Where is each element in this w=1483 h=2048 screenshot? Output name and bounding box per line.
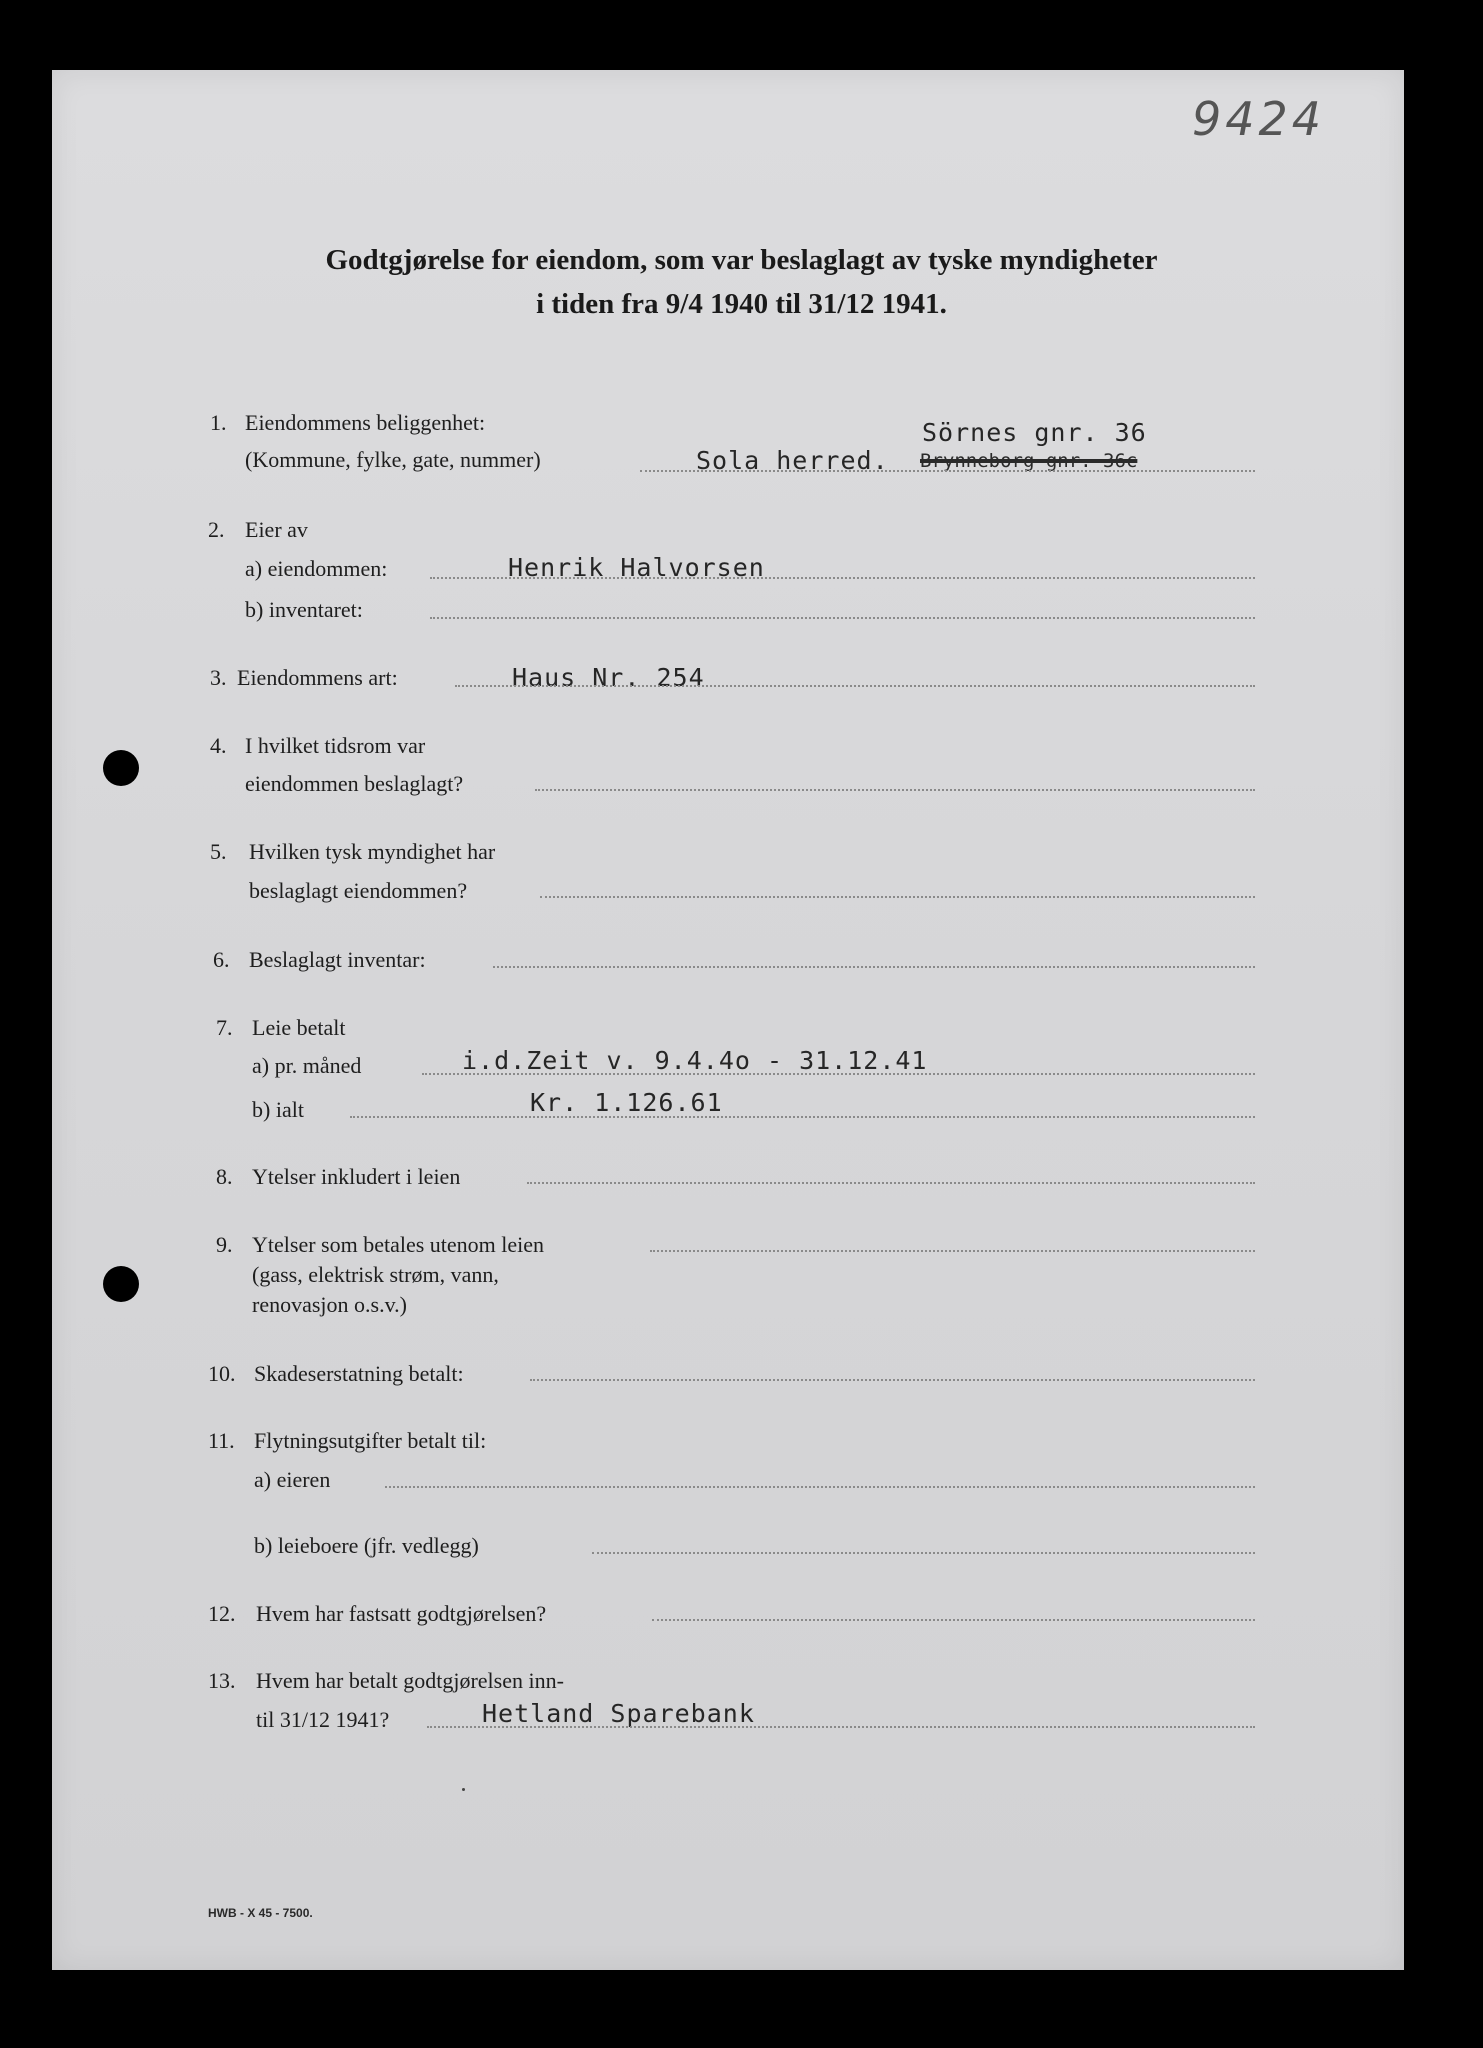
q7b-answer: Kr. 1.126.61 bbox=[530, 1088, 723, 1117]
q11a-label: a) eieren bbox=[254, 1467, 331, 1492]
q11b-label: b) leieboere (jfr. vedlegg) bbox=[254, 1533, 479, 1558]
archive-number: 9424 bbox=[1192, 92, 1326, 146]
q10-answer-line bbox=[530, 1379, 1255, 1381]
q3-answer-line bbox=[455, 685, 1255, 687]
q12-label: Hvem har fastsatt godtgjørelsen? bbox=[256, 1601, 547, 1626]
q1-answer-line bbox=[640, 470, 1255, 472]
q13-label: Hvem har betalt godtgjørelsen inn- bbox=[256, 1668, 564, 1693]
form-title-line1: Godtgjørelse for eiendom, som var beslaglagt av tyske myndigheter bbox=[325, 244, 1158, 276]
q2a-answer-line bbox=[430, 577, 1255, 579]
q5-number: 5. bbox=[210, 839, 227, 864]
q4-answer-line bbox=[535, 789, 1255, 791]
q1-struck-text: Brynneborg gnr. 36c bbox=[920, 450, 1138, 472]
q2b-answer-line bbox=[430, 617, 1255, 619]
q3-answer: Haus Nr. 254 bbox=[512, 663, 705, 692]
q1-answer-line2: Sola herred. bbox=[696, 446, 889, 475]
q8-number: 8. bbox=[216, 1164, 233, 1189]
q9-label: Ytelser som betales utenom leien bbox=[252, 1232, 545, 1257]
q6-answer-line bbox=[493, 966, 1255, 968]
q11-label: Flytningsutgifter betalt til: bbox=[254, 1428, 487, 1453]
q10-label: Skadeserstatning betalt: bbox=[254, 1361, 464, 1386]
q1-sublabel: (Kommune, fylke, gate, nummer) bbox=[245, 447, 541, 472]
q13-number: 13. bbox=[208, 1668, 236, 1693]
q12-number: 12. bbox=[208, 1601, 236, 1626]
q3-label: Eiendommens art: bbox=[237, 665, 398, 690]
q2a-label: a) eiendommen: bbox=[245, 556, 388, 581]
q10-number: 10. bbox=[208, 1361, 236, 1386]
q2-label: Eier av bbox=[245, 517, 308, 542]
q11-number: 11. bbox=[208, 1428, 235, 1453]
q8-answer-line bbox=[527, 1182, 1255, 1184]
q2-number: 2. bbox=[208, 517, 225, 542]
q9-sublabel-2: renovasjon o.s.v.) bbox=[252, 1292, 407, 1317]
q9-number: 9. bbox=[216, 1232, 233, 1257]
q7-number: 7. bbox=[216, 1015, 233, 1040]
q9-answer-line bbox=[650, 1250, 1255, 1252]
q4-number: 4. bbox=[210, 733, 227, 758]
q2a-answer: Henrik Halvorsen bbox=[508, 553, 765, 582]
print-code: HWB - X 45 - 7500. bbox=[208, 1906, 313, 1920]
q7-label: Leie betalt bbox=[252, 1015, 346, 1040]
q5-sublabel: beslaglagt eiendommen? bbox=[249, 878, 468, 903]
q5-answer-line bbox=[540, 896, 1255, 898]
q6-label: Beslaglagt inventar: bbox=[249, 947, 426, 972]
q8-label: Ytelser inkludert i leien bbox=[252, 1164, 461, 1189]
q11b-answer-line bbox=[592, 1552, 1255, 1554]
q6-number: 6. bbox=[213, 947, 230, 972]
q9-sublabel-1: (gass, elektrisk strøm, vann, bbox=[252, 1262, 499, 1287]
q13-sublabel: til 31/12 1941? bbox=[256, 1707, 390, 1732]
q7b-answer-line bbox=[350, 1116, 1255, 1118]
punch-hole-lower bbox=[103, 1266, 139, 1302]
q1-answer-line1: Sörnes gnr. 36 bbox=[922, 418, 1147, 447]
q1-label: Eiendommens beliggenhet: bbox=[245, 410, 486, 435]
q13-answer: Hetland Sparebank bbox=[482, 1699, 755, 1728]
q5-label: Hvilken tysk myndighet har bbox=[249, 839, 496, 864]
q7b-label: b) ialt bbox=[252, 1097, 304, 1122]
q4-label: I hvilket tidsrom var bbox=[245, 733, 426, 758]
q11a-answer-line bbox=[385, 1486, 1255, 1488]
q7a-answer: i.d.Zeit v. 9.4.4o - 31.12.41 bbox=[462, 1046, 928, 1075]
q3-number: 3. bbox=[210, 665, 227, 690]
punch-hole-upper bbox=[103, 750, 139, 786]
q4-sublabel: eiendommen beslaglagt? bbox=[245, 771, 464, 796]
q2b-label: b) inventaret: bbox=[245, 597, 363, 622]
q7a-label: a) pr. måned bbox=[252, 1053, 362, 1078]
q13-answer-line bbox=[427, 1726, 1255, 1728]
q12-answer-line bbox=[652, 1619, 1255, 1621]
form-title-line2: i tiden fra 9/4 1940 til 31/12 1941. bbox=[536, 288, 947, 320]
ink-speck bbox=[462, 1788, 465, 1791]
q7a-answer-line bbox=[422, 1073, 1255, 1075]
q1-number: 1. bbox=[210, 410, 227, 435]
